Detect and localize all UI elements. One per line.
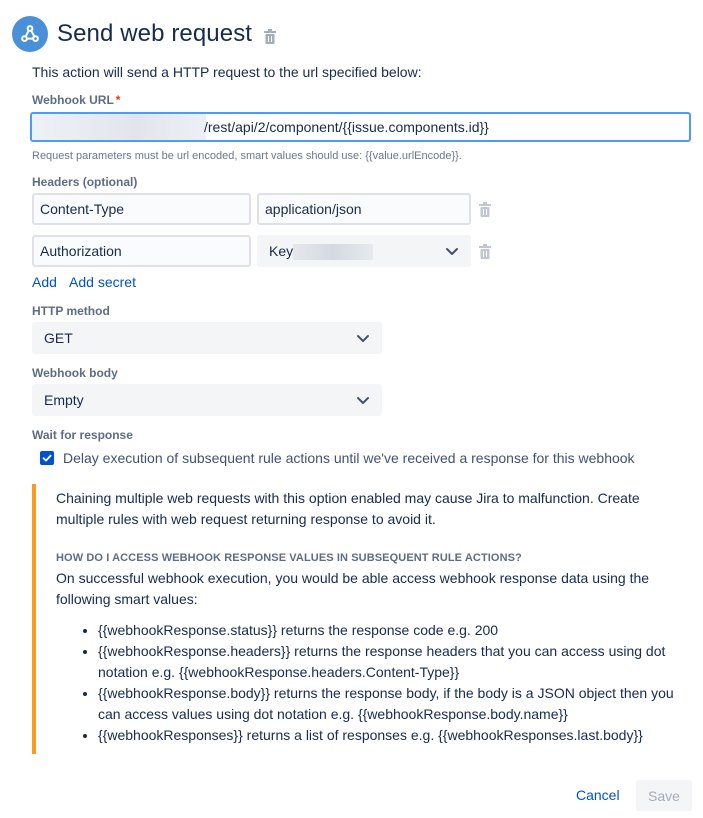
info-description: On successful webhook execution, you would be able access webhook response data using the following smart values: bbox=[56, 570, 650, 607]
info-heading: HOW DO I ACCESS WEBHOOK RESPONSE VALUES IN SUBSEQUENT RULE ACTIONS? bbox=[56, 552, 522, 564]
list-item: • {{webhookResponses}} returns a list of responses e.g. {{webhookResponses.last.body}} bbox=[98, 725, 690, 746]
page-header bbox=[12, 16, 276, 52]
header-name-input[interactable]: Authorization bbox=[32, 235, 251, 267]
wait-for-response-checkbox[interactable] bbox=[40, 451, 54, 465]
wait-for-response-row bbox=[40, 450, 635, 466]
smart-values-list bbox=[56, 620, 690, 746]
wait-for-response-label: Wait for response bbox=[32, 428, 133, 442]
delete-action-icon[interactable] bbox=[264, 29, 276, 44]
webhook-url-value: /rest/api/2/component/{{issue.components.id}} bbox=[204, 119, 489, 135]
webhook-icon bbox=[12, 16, 48, 52]
list-item: • {{webhookResponse.body}} returns the response body, if the body is a JSON object then you can access values using dot notation e.g. {{webhookResponse.body.name}} bbox=[98, 683, 690, 725]
webhook-body-value: Empty bbox=[44, 392, 84, 408]
header-secret-select[interactable] bbox=[257, 235, 471, 267]
header-value-input[interactable]: application/json bbox=[257, 193, 471, 225]
warning-text: Chaining multiple web requests with this option enabled may cause Jira to malfunction. Create multiple rules with web request returning response to avoid it. bbox=[56, 490, 640, 527]
header-secret-value: Key bbox=[269, 242, 294, 259]
chevron-down-icon bbox=[445, 244, 459, 258]
redacted-secret bbox=[293, 244, 373, 260]
list-item: • {{webhookResponse.status}} returns the response code e.g. 200 bbox=[98, 620, 690, 641]
webhook-url-helper: Request parameters must be url encoded, smart values should use: {{value.urlEncode}}. bbox=[32, 150, 462, 162]
delete-header-icon[interactable] bbox=[479, 244, 491, 259]
save-button[interactable]: Save bbox=[636, 780, 692, 811]
headers-label: Headers (optional) bbox=[32, 175, 138, 189]
http-method-label: HTTP method bbox=[32, 304, 110, 318]
http-method-select[interactable] bbox=[32, 322, 382, 354]
delete-header-icon[interactable] bbox=[479, 202, 491, 217]
chevron-down-icon bbox=[356, 331, 370, 345]
webhook-url-input[interactable] bbox=[30, 112, 691, 142]
cancel-button[interactable]: Cancel bbox=[566, 780, 630, 810]
http-method-value: GET bbox=[44, 330, 73, 346]
add-header-link[interactable]: Add bbox=[32, 274, 57, 290]
webhook-body-label: Webhook body bbox=[32, 366, 118, 380]
required-marker: * bbox=[115, 93, 121, 107]
list-item: • {{webhookResponse.headers}} returns the response headers that you can access using dot notation e.g. {{webhookResponse.headers.Content-Type}} bbox=[98, 641, 690, 683]
checkmark-icon bbox=[42, 453, 52, 463]
add-secret-link[interactable]: Add secret bbox=[69, 274, 136, 290]
header-name-input[interactable]: Content-Type bbox=[32, 193, 251, 225]
page-title: Send web request bbox=[57, 20, 253, 47]
wait-for-response-checkbox-label: Delay execution of subsequent rule actions until we've received a response for this webhook bbox=[63, 450, 635, 466]
webhook-url-label: Webhook URL * bbox=[32, 93, 121, 107]
chevron-down-icon bbox=[356, 393, 370, 407]
intro-text: This action will send a HTTP request to the url specified below: bbox=[32, 64, 422, 80]
redacted-url-host bbox=[32, 114, 206, 140]
webhook-info-panel bbox=[32, 484, 700, 754]
webhook-body-select[interactable] bbox=[32, 384, 382, 416]
header-actions bbox=[32, 274, 145, 290]
